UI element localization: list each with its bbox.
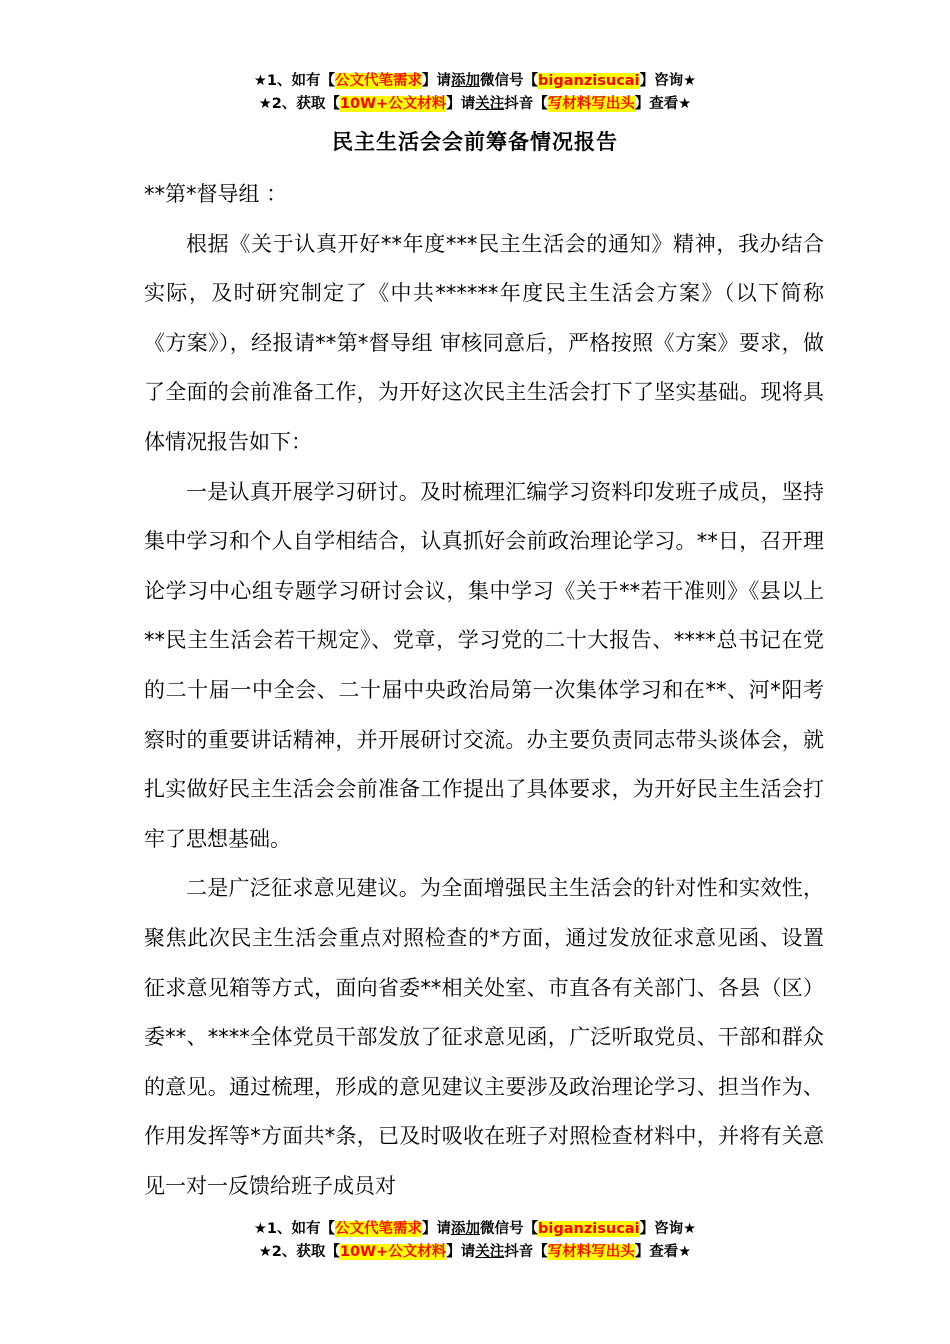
promo-highlight: 10W+公文材料	[339, 96, 447, 112]
promo-line-1: ★1、如有【公文代笔需求】请添加微信号【biganzisucai】咨询★	[253, 1221, 697, 1237]
promo-highlight: 10W+公文材料	[339, 1244, 447, 1260]
promo-highlight: 公文代笔需求	[335, 1221, 423, 1237]
document-title: 民主生活会会前筹备情况报告	[332, 130, 618, 154]
salutation: **第*督导组 ：	[144, 182, 288, 206]
douyin-id-highlight: 写材料写出头	[547, 96, 635, 112]
wechat-id-highlight: biganzisucai	[538, 1221, 640, 1237]
header-promo-banner	[0, 70, 950, 116]
wechat-id-highlight: biganzisucai	[538, 73, 640, 89]
douyin-id-highlight: 写材料写出头	[547, 1244, 635, 1260]
promo-line-2: ★2、获取【10W+公文材料】请关注抖音【写材料写出头】查看★	[258, 96, 692, 112]
promo-line-2: ★2、获取【10W+公文材料】请关注抖音【写材料写出头】查看★	[258, 1244, 692, 1260]
paragraph-study: 一是认真开展学习研讨。及时梳理汇编学习资料印发班子成员，坚持集中学习和个人自学相结合，认真抓好会前政治理论学习。**日，召开理论学习中心组专题学习研讨会议，集中学习《关于**若干准则》《县以上**民主生活会若干规定》、党章，学习党的二十大报告、****总书记在党的二十届一中全会、二十届中央政治局第一次集体学习和在**、河*阳考察时的重要讲话精神，并开展研讨交流。办主要负责同志带头谈体会，就扎实做好民主生活会会前准备工作提出了具体要求，为开好民主生活会打牢了思想基础。	[144, 479, 824, 851]
footer-promo-banner	[0, 1218, 950, 1264]
promo-line-1: ★1、如有【公文代笔需求】请添加微信号【biganzisucai】咨询★	[253, 73, 697, 89]
paragraph-intro: 根据《关于认真开好**年度***民主生活会的通知》精神，我办结合实际，及时研究制定了《中共******年度民主生活会方案》（以下简称《方案》），经报请**第*督导组 审核同意后，严格按照《方案》要求，做了全面的会前准备工作，为开好这次民主生活会打下了坚实基础。现将具体情况报告如下：	[144, 231, 824, 454]
promo-highlight: 公文代笔需求	[335, 73, 423, 89]
paragraph-opinions: 二是广泛征求意见建议。为全面增强民主生活会的针对性和实效性，聚焦此次民主生活会重点对照检查的*方面，通过发放征求意见函、设置征求意见箱等方式，面向省委**相关处室、市直各有关部门、各县（区）委**、****全体党员干部发放了征求意见函，广泛听取党员、干部和群众的意见。通过梳理，形成的意见建议主要涉及政治理论学习、担当作为、作用发挥等*方面共*条，已及时吸收在班子对照检查材料中，并将有关意见一对一反馈给班子成员对	[144, 876, 824, 1198]
document-body	[144, 170, 824, 1211]
